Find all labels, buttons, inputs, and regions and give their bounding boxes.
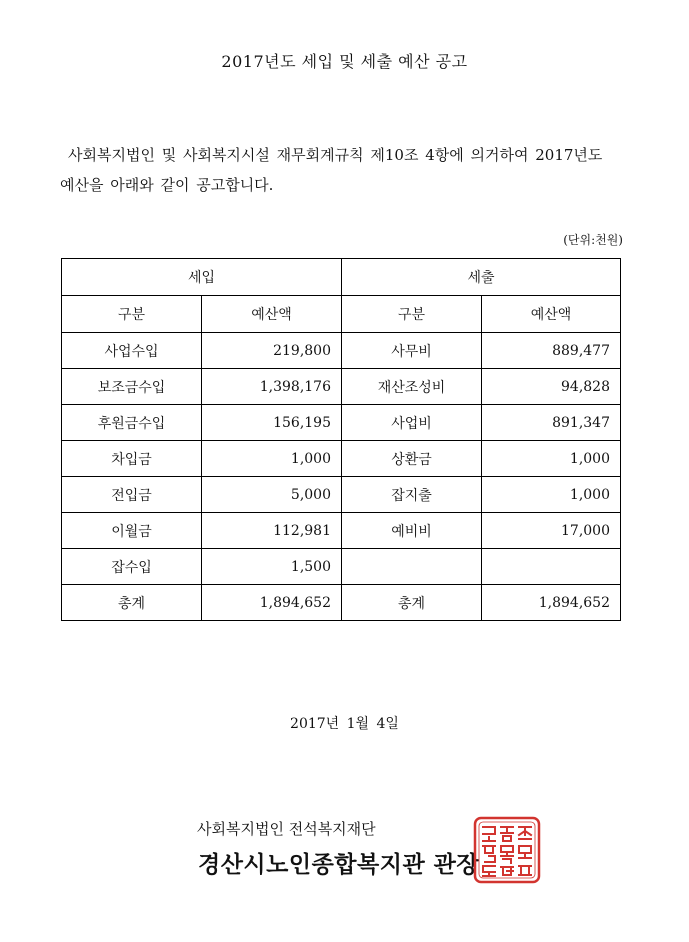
official-seal-icon <box>473 816 541 884</box>
table-header-row <box>62 259 621 296</box>
expense-total-amount: 1,894,652 <box>482 585 621 621</box>
expense-category: 잡지출 <box>342 477 482 513</box>
revenue-category: 사업수입 <box>62 333 202 369</box>
revenue-category: 보조금수입 <box>62 369 202 405</box>
expense-category: 사무비 <box>342 333 482 369</box>
revenue-category: 차입금 <box>62 441 202 477</box>
expense-category: 상환금 <box>342 441 482 477</box>
foundation-name: 사회복지법인 전석복지재단 <box>197 820 376 838</box>
revenue-category: 후원금수입 <box>62 405 202 441</box>
revenue-amount: 156,195 <box>202 405 342 441</box>
revenue-amount: 1,500 <box>202 549 342 585</box>
revenue-total-label: 총계 <box>62 585 202 621</box>
unit-label: (단위:천원) <box>563 233 623 247</box>
intro-line-1: 사회복지법인 및 사회복지시설 재무회계규칙 제10조 4항에 의거하여 2017년도 <box>68 146 603 164</box>
expense-amount: 889,477 <box>482 333 621 369</box>
revenue-amount: 219,800 <box>202 333 342 369</box>
revenue-category: 이월금 <box>62 513 202 549</box>
signer-title: 경산시노인종합복지관 관장 <box>198 851 480 878</box>
announcement-date: 2017년 1월 4일 <box>290 716 399 732</box>
budget-table <box>61 258 621 621</box>
revenue-header: 세입 <box>62 259 342 296</box>
intro-line-2: 예산을 아래와 같이 공고합니다. <box>60 176 274 194</box>
revenue-category: 잡수입 <box>62 549 202 585</box>
table-row <box>62 405 621 441</box>
table-row <box>62 549 621 585</box>
revenue-total-amount: 1,894,652 <box>202 585 342 621</box>
revenue-amount-header: 예산액 <box>202 296 342 333</box>
table-subheader-row <box>62 296 621 333</box>
expense-amount: 1,000 <box>482 441 621 477</box>
intro-paragraph <box>60 140 630 200</box>
expense-category: 재산조성비 <box>342 369 482 405</box>
revenue-category: 전입금 <box>62 477 202 513</box>
expense-amount: 891,347 <box>482 405 621 441</box>
table-row <box>62 441 621 477</box>
expense-amount <box>482 549 621 585</box>
table-row <box>62 513 621 549</box>
expense-category: 사업비 <box>342 405 482 441</box>
expense-category-header: 구분 <box>342 296 482 333</box>
revenue-amount: 5,000 <box>202 477 342 513</box>
expense-amount: 1,000 <box>482 477 621 513</box>
table-row <box>62 369 621 405</box>
page-title: 2017년도 세입 및 세출 예산 공고 <box>221 52 468 71</box>
revenue-amount: 1,000 <box>202 441 342 477</box>
expense-amount-header: 예산액 <box>482 296 621 333</box>
expense-header: 세출 <box>342 259 621 296</box>
expense-total-label: 총계 <box>342 585 482 621</box>
expense-category: 예비비 <box>342 513 482 549</box>
expense-amount: 17,000 <box>482 513 621 549</box>
revenue-amount: 1,398,176 <box>202 369 342 405</box>
table-row <box>62 333 621 369</box>
revenue-category-header: 구분 <box>62 296 202 333</box>
table-total-row <box>62 585 621 621</box>
revenue-amount: 112,981 <box>202 513 342 549</box>
expense-amount: 94,828 <box>482 369 621 405</box>
expense-category <box>342 549 482 585</box>
table-row <box>62 477 621 513</box>
